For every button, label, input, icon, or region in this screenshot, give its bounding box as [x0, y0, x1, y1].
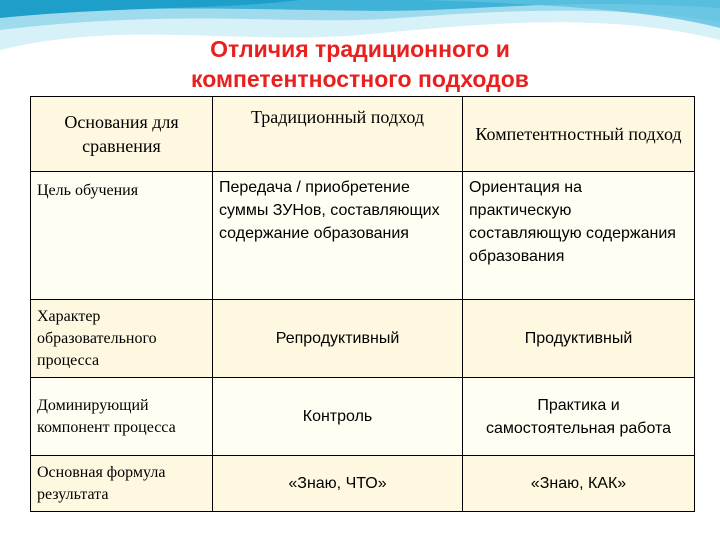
table-row: [31, 378, 695, 456]
row-traditional: «Знаю, ЧТО»: [213, 456, 463, 512]
row-traditional: Контроль: [213, 378, 463, 456]
row-basis: Доминирующий компонент процесса: [31, 378, 213, 456]
table-row: [31, 456, 695, 512]
header-competence: Компетентностный подход: [463, 97, 695, 172]
row-competence: «Знаю, КАК»: [463, 456, 695, 512]
table-header-row: [31, 97, 695, 172]
slide-title-line-2: компетентностного подходов: [191, 66, 529, 92]
table-row: [31, 172, 695, 300]
row-competence: Продуктивный: [463, 300, 695, 378]
header-basis: Основания для сравнения: [31, 97, 213, 172]
row-traditional: Репродуктивный: [213, 300, 463, 378]
row-competence: Практика и самостоятельная работа: [463, 378, 695, 456]
header-traditional: Традиционный подход: [213, 97, 463, 172]
row-competence: Ориентация на практическую составляющую содержания образования: [463, 172, 695, 300]
slide-title: [0, 34, 720, 94]
table-row: [31, 300, 695, 378]
slide-title-line-1: Отличия традиционного и: [210, 36, 510, 62]
row-traditional: Передача / приобретение суммы ЗУНов, составляющих содержание образования: [213, 172, 463, 300]
row-basis: Характер образовательного процесса: [31, 300, 213, 378]
row-basis: Основная формула результата: [31, 456, 213, 512]
comparison-table: [30, 96, 695, 512]
row-basis: Цель обучения: [31, 172, 213, 300]
